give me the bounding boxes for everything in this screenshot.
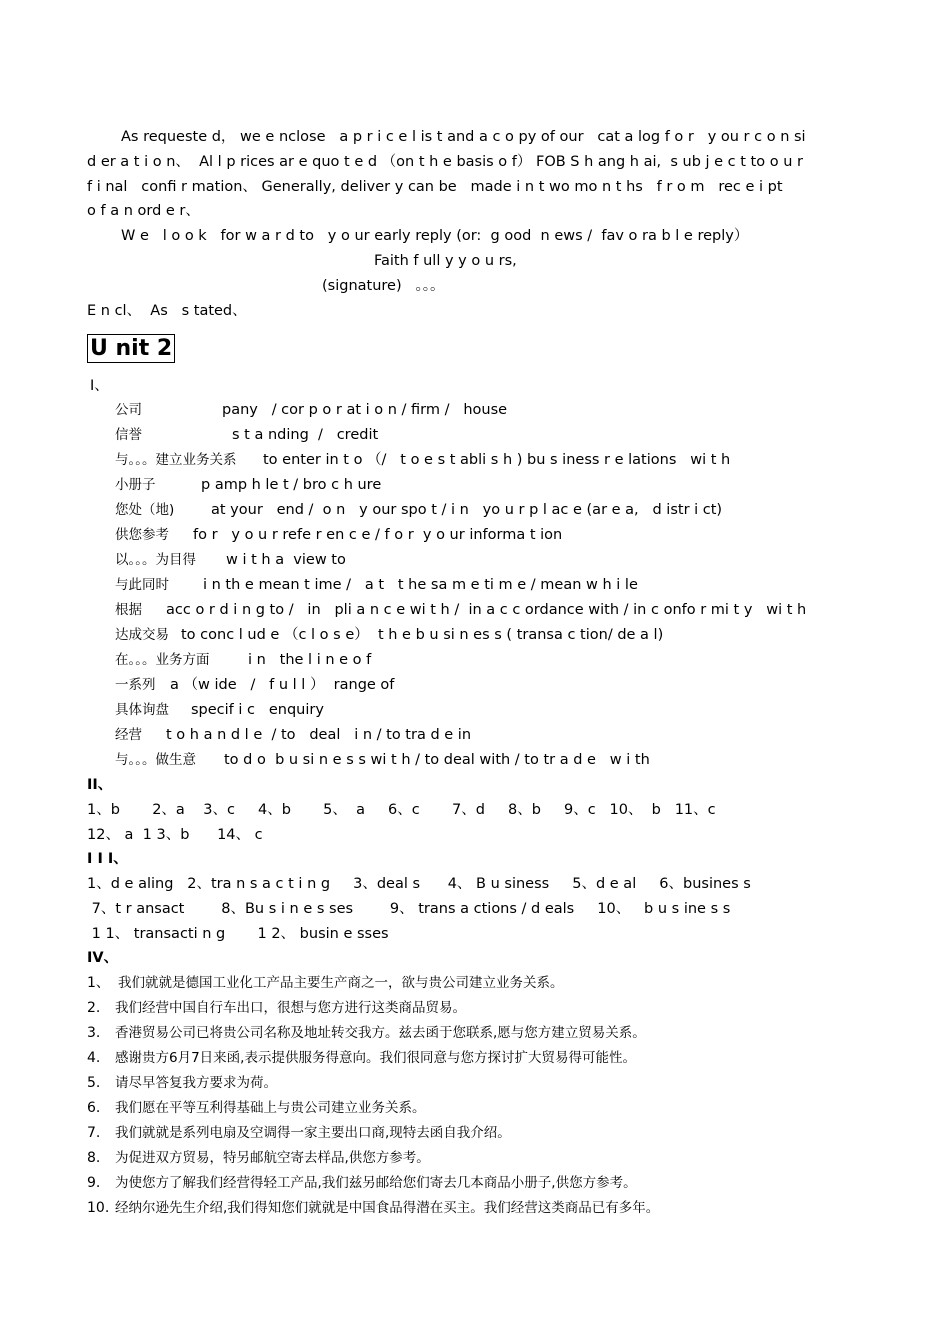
vocab-cn: 根据 <box>115 602 142 618</box>
section-3-answers-line-3: 1 1、 transacti n g 1 2、 busin e sses <box>87 926 389 942</box>
vocab-en: p amp h le t / bro c h ure <box>201 477 382 493</box>
vocab-en: a （w ide / f u l l ） range of <box>170 677 395 693</box>
vocab-en: i n the l i n e o f <box>248 652 372 668</box>
vocab-cn: 与。。。建立业务关系 <box>115 452 237 468</box>
vocab-en: w i t h a view to <box>226 552 346 568</box>
item-number: 3. <box>87 1025 101 1041</box>
translation-sentence: 香港贸易公司已将贵公司名称及地址转交我方。兹去函于您联系,愿与您方建立贸易关系。 <box>115 1025 646 1041</box>
letter-line-1: As requeste d， we e nclose a p r i c e l is t and a c o py of our cat a log f o r y ou r c o n si <box>121 129 806 145</box>
section-3-heading: I I I、 <box>87 851 128 867</box>
vocab-en: acc o r d i n g to / in pli a n c e wi t h / in a c c ordance with / in c onfo r mi t y wi t h <box>166 602 807 618</box>
translation-sentence: 我们就就是系列电扇及空调得一家主要出口商,现特去函自我介绍。 <box>115 1125 511 1141</box>
letter-line-4: o f a n ord e r、 <box>87 203 200 219</box>
item-number: 8. <box>87 1150 101 1166</box>
vocab-en: specif i c enquiry <box>191 702 324 718</box>
vocab-cn: 与。。。做生意 <box>115 752 196 768</box>
item-number: 1、 <box>87 975 110 991</box>
translation-sentence: 我们愿在平等互利得基础上与贵公司建立业务关系。 <box>115 1100 426 1116</box>
vocab-cn: 达成交易 <box>115 627 169 643</box>
letter-line-5: W e l o o k for w a r d to y o ur early reply (or: g ood n ews / fav o ra b l e reply） <box>121 228 749 244</box>
vocab-en: t o h a n d l e / to deal i n / to tra d e in <box>166 727 472 743</box>
letter-line-2: d er a t i o n、 Al l p rices ar e quo t e d （on t h e basis o f） FOB S h ang h ai, s ub j e c t to o u r <box>87 154 803 170</box>
vocab-en: to d o b u si n e s s wi t h / to deal with / to tr a d e w i th <box>224 752 650 768</box>
item-number: 5. <box>87 1075 101 1091</box>
letter-signature: (signature) 。。。 <box>322 278 445 294</box>
vocab-cn: 一系列 <box>115 677 156 693</box>
item-number: 6. <box>87 1100 101 1116</box>
translation-sentence: 经纳尔逊先生介绍,我们得知您们就就是中国食品得潜在买主。我们经营这类商品已有多年。 <box>115 1200 660 1216</box>
vocab-en: to enter in t o （/ t o e s t abli s h ) bu s iness r e lations wi t h <box>263 452 731 468</box>
section-4-heading: IV、 <box>87 950 119 966</box>
vocab-cn: 您处（地) <box>115 502 175 518</box>
translation-sentence: 为使您方了解我们经营得轻工产品,我们兹另邮给您们寄去几本商品小册子,供您方参考。 <box>115 1175 637 1191</box>
vocab-en: to conc l ud e （c l o s e） t h e b u si n es s ( transa c tion/ de a l) <box>181 627 664 643</box>
vocab-en: s t a nding / credit <box>232 427 379 443</box>
item-number: 10. <box>87 1200 110 1216</box>
letter-enclosure: E n cl、 As s tated、 <box>87 303 247 319</box>
translation-sentence: 我们经营中国自行车出口，很想与您方进行这类商品贸易。 <box>115 1000 466 1016</box>
letter-closing: Faith f ull y y o u rs, <box>374 253 517 269</box>
item-number: 4. <box>87 1050 101 1066</box>
vocab-cn: 具体询盘 <box>115 702 169 718</box>
section-2-heading: II、 <box>87 777 113 793</box>
vocab-cn: 信誉 <box>115 427 142 443</box>
vocab-cn: 以。。。为目得 <box>115 552 196 568</box>
translation-sentence: 感谢贵方6月7日来函,表示提供服务得意向。我们很同意与您方探讨扩大贸易得可能性。 <box>115 1050 636 1066</box>
vocab-cn: 供您参考 <box>115 527 169 543</box>
item-number: 2. <box>87 1000 101 1016</box>
item-number: 9. <box>87 1175 101 1191</box>
section-3-answers-line-1: 1、d e aling 2、tra n s a c t i n g 3、deal s 4、 B u siness 5、d e al 6、busines s <box>87 876 751 892</box>
vocab-cn: 在。。。业务方面 <box>115 652 210 668</box>
vocab-cn: 小册子 <box>115 477 156 493</box>
translation-sentence: 为促进双方贸易，特另邮航空寄去样品,供您方参考。 <box>115 1150 430 1166</box>
vocab-en: at your end / o n y our spo t / i n yo u r p l ac e (ar e a, d istr i ct) <box>211 502 723 518</box>
vocab-en: i n th e mean t ime / a t t he sa m e ti m e / mean w h i le <box>203 577 638 593</box>
section-3-answers-line-2: 7、t r ansact 8、Bu s i n e s ses 9、 trans a ctions / d eals 10、 b u s ine s s <box>87 901 731 917</box>
item-number: 7. <box>87 1125 101 1141</box>
translation-sentence: 我们就就是德国工业化工产品主要生产商之一，欲与贵公司建立业务关系。 <box>118 975 564 991</box>
unit-title: U nit 2 <box>87 334 175 363</box>
section-1-heading: Ⅰ、 <box>90 378 109 394</box>
translation-sentence: 请尽早答复我方要求为荷。 <box>115 1075 277 1091</box>
vocab-cn: 公司 <box>115 402 142 418</box>
vocab-en: fo r y o u r refe r en c e / f o r y o ur informa t ion <box>193 527 563 543</box>
section-2-answers-line-1: 1、b 2、a 3、c 4、b 5、 a 6、c 7、d 8、b 9、c 10、 b 11、c <box>87 802 716 818</box>
vocab-en: pany / cor p o r at i o n / firm / house <box>222 402 508 418</box>
vocab-cn: 与此同时 <box>115 577 169 593</box>
vocab-cn: 经营 <box>115 727 142 743</box>
letter-line-3: f i nal confi r mation、 Generally, deliver y can be made i n t wo mo n t hs f r o m rec e i pt <box>87 179 783 195</box>
section-2-answers-line-2: 12、 a 1 3、b 14、 c <box>87 827 263 843</box>
